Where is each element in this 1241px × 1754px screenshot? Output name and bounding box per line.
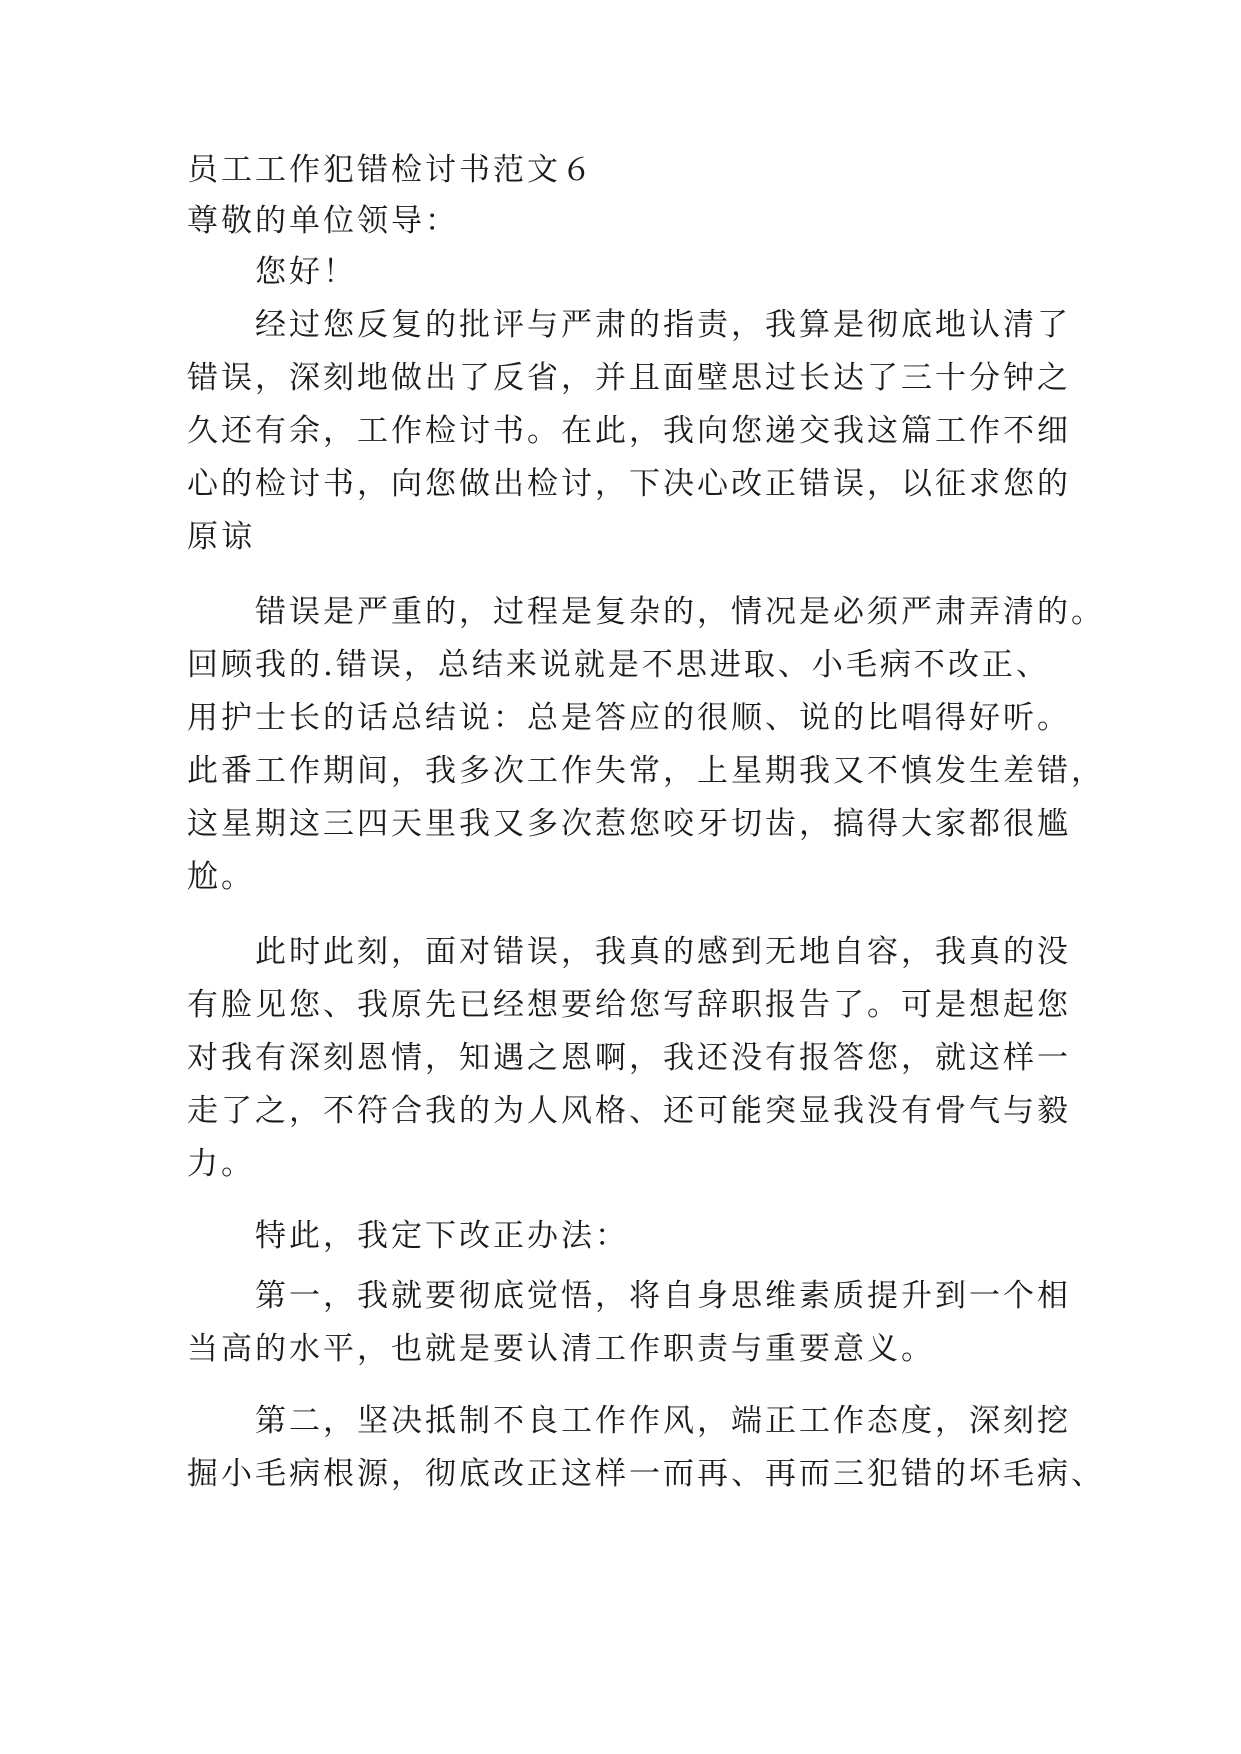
paragraph-line: 当高的水平，也就是要认清工作职责与重要意义。 xyxy=(187,1331,935,1367)
paragraph-line: 用护士长的话总结说：总是答应的很顺、说的比唱得好听。 xyxy=(187,700,1071,736)
salutation: 尊敬的单位领导： xyxy=(187,203,459,239)
greeting: 您好！ xyxy=(255,254,357,290)
paragraph-line: 此番工作期间，我多次工作失常，上星期我又不慎发生差错， xyxy=(187,753,1105,789)
paragraph-line: 掘小毛病根源，彻底改正这样一而再、再而三犯错的坏毛病、 xyxy=(187,1456,1105,1492)
paragraph-line: 力。 xyxy=(187,1146,255,1182)
paragraph-line: 特此，我定下改正办法： xyxy=(255,1218,629,1254)
paragraph-line: 错误，深刻地做出了反省，并且面壁思过长达了三十分钟之 xyxy=(187,360,1071,396)
paragraph-line: 心的检讨书，向您做出检讨，下决心改正错误，以征求您的 xyxy=(187,466,1071,502)
paragraph-line: 回顾我的.错误，总结来说就是不思进取、小毛病不改正、 xyxy=(187,647,1050,683)
paragraph-line: 原谅 xyxy=(187,519,255,555)
paragraph-line: 走了之，不符合我的为人风格、还可能突显我没有骨气与毅 xyxy=(187,1093,1071,1129)
paragraph-line: 对我有深刻恩情，知遇之恩啊，我还没有报答您，就这样一 xyxy=(187,1040,1071,1076)
paragraph-line: 此时此刻，面对错误，我真的感到无地自容，我真的没 xyxy=(255,934,1071,970)
paragraph-line: 第二，坚决抵制不良工作作风，端正工作态度，深刻挖 xyxy=(255,1403,1071,1439)
paragraph-line: 尬。 xyxy=(187,859,255,895)
document-title: 员工工作犯错检讨书范文６ xyxy=(187,152,595,188)
paragraph-line: 这星期这三四天里我又多次惹您咬牙切齿，搞得大家都很尴 xyxy=(187,806,1071,842)
paragraph-line: 第一，我就要彻底觉悟，将自身思维素质提升到一个相 xyxy=(255,1278,1071,1314)
paragraph-line: 有脸见您、我原先已经想要给您写辞职报告了。可是想起您 xyxy=(187,987,1071,1023)
paragraph-line: 久还有余，工作检讨书。在此，我向您递交我这篇工作不细 xyxy=(187,413,1071,449)
paragraph-line: 经过您反复的批评与严肃的指责，我算是彻底地认清了 xyxy=(255,307,1071,343)
paragraph-line: 错误是严重的，过程是复杂的，情况是必须严肃弄清的。 xyxy=(255,594,1105,630)
